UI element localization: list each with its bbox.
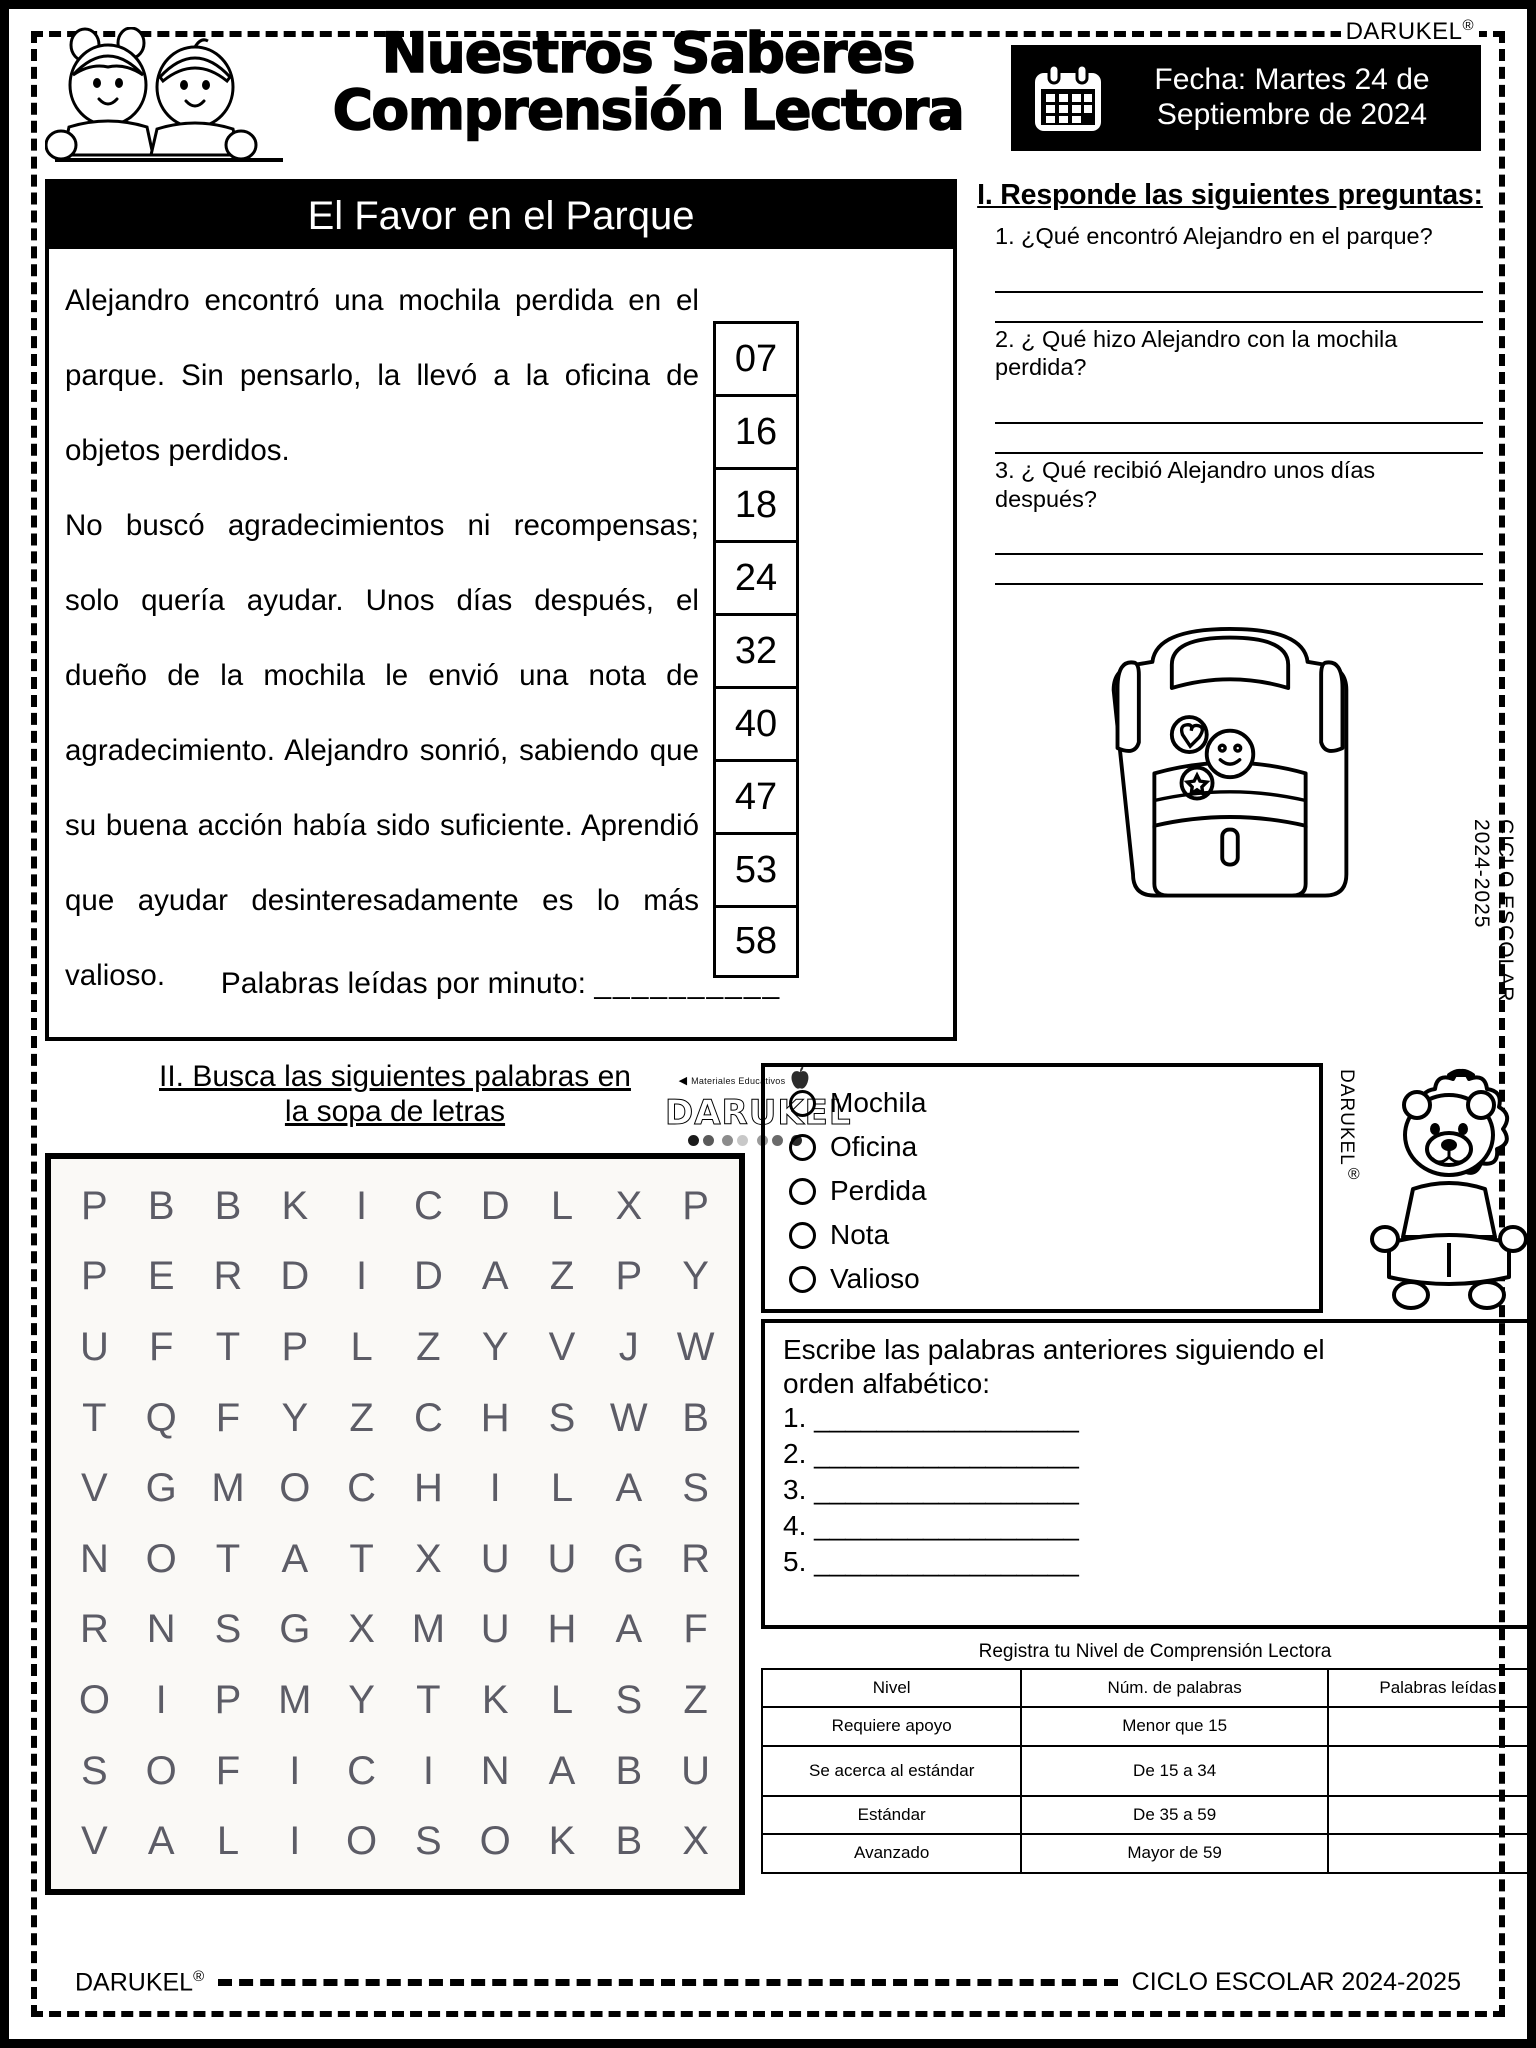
grid-letter[interactable]: H — [480, 1395, 510, 1440]
table-row — [762, 1707, 1536, 1745]
word-count-cell: 32 — [713, 613, 799, 686]
story-title: El Favor en el Parque — [49, 183, 953, 249]
grid-letter[interactable]: Y — [281, 1395, 309, 1440]
table-header-cell: Palabras leídas — [1328, 1669, 1536, 1707]
questions-panel — [969, 179, 1491, 1041]
table-header-row — [762, 1669, 1536, 1707]
word-label: Oficina — [830, 1131, 918, 1162]
grid-letter[interactable]: R — [213, 1254, 243, 1299]
grid-letter[interactable]: D — [480, 1183, 510, 1228]
grid-letter[interactable]: L — [550, 1677, 574, 1722]
page-header — [45, 17, 1491, 175]
level-range-cell: De 35 a 59 — [1021, 1796, 1328, 1834]
word-count-cell: 24 — [713, 540, 799, 613]
page-title — [293, 21, 1003, 142]
level-name-cell: Estándar — [762, 1796, 1021, 1834]
level-input-cell[interactable] — [1328, 1796, 1536, 1834]
reading-panel — [45, 179, 957, 1041]
grid-letter[interactable]: S — [682, 1466, 709, 1511]
grid-letter[interactable]: R — [79, 1607, 109, 1652]
grid-letter[interactable]: U — [547, 1536, 577, 1581]
word-label: Valioso — [830, 1263, 920, 1294]
question-text: 3. ¿ Qué recibió Alejandro unos días después? — [995, 456, 1376, 512]
grid-letter[interactable]: K — [281, 1183, 309, 1228]
radio-icon[interactable] — [789, 1178, 816, 1205]
grid-letter[interactable]: A — [548, 1748, 576, 1793]
grid-letter[interactable]: W — [676, 1324, 715, 1369]
grid-letter[interactable]: G — [279, 1607, 311, 1652]
grid-letter[interactable]: S — [415, 1819, 442, 1864]
grid-letter[interactable]: S — [214, 1607, 242, 1652]
answer-line[interactable] — [995, 394, 1483, 424]
grid-letter[interactable]: L — [550, 1466, 574, 1511]
grid-letter[interactable]: Z — [549, 1254, 575, 1299]
grid-letter[interactable]: T — [416, 1677, 441, 1722]
radio-icon[interactable] — [789, 1134, 816, 1161]
grid-letter[interactable]: Q — [145, 1395, 177, 1440]
grid-letter[interactable]: S — [615, 1677, 643, 1722]
grid-letter[interactable]: K — [548, 1819, 576, 1864]
grid-letter[interactable]: N — [480, 1748, 510, 1793]
grid-letter[interactable]: F — [148, 1324, 174, 1369]
alphabetical-order-panel — [761, 1319, 1536, 1629]
words-per-minute-line — [49, 967, 953, 1001]
grid-letter[interactable]: O — [78, 1677, 110, 1722]
question-item — [995, 325, 1483, 454]
wpm-input-blank[interactable]: __________ — [594, 967, 782, 1000]
grid-letter[interactable]: K — [481, 1677, 509, 1722]
grid-letter[interactable]: S — [548, 1395, 576, 1440]
calendar-icon — [1029, 59, 1107, 137]
grid-letter[interactable]: U — [480, 1607, 510, 1652]
grid-letter[interactable]: L — [350, 1324, 373, 1369]
radio-icon[interactable] — [789, 1090, 816, 1117]
comprehension-level-panel — [761, 1635, 1536, 1917]
question-item — [995, 222, 1483, 323]
title-line-2: Comprensión Lectora — [332, 77, 964, 142]
grid-letter[interactable]: U — [79, 1324, 109, 1369]
alphabetical-answer-line[interactable]: 2. _________________ — [783, 1438, 1079, 1470]
grid-letter[interactable]: T — [82, 1395, 107, 1440]
word-label: Nota — [830, 1219, 890, 1250]
grid-letter[interactable]: F — [215, 1395, 241, 1440]
wordsearch-heading — [45, 1057, 745, 1130]
grid-letter[interactable]: P — [81, 1183, 108, 1228]
grid-letter[interactable]: Z — [416, 1324, 441, 1369]
level-input-cell[interactable] — [1328, 1746, 1536, 1796]
alphabetical-answer-line[interactable]: 5. _________________ — [783, 1545, 1079, 1577]
grid-letter[interactable]: M — [278, 1677, 312, 1722]
answer-line[interactable] — [995, 525, 1483, 555]
word-count-cell: 47 — [713, 759, 799, 832]
word-label: Mochila — [830, 1087, 927, 1118]
grid-letter[interactable]: V — [548, 1324, 576, 1369]
kids-illustration — [45, 27, 290, 167]
grid-letter[interactable]: X — [348, 1607, 375, 1652]
question-item — [995, 456, 1483, 585]
grid-letter[interactable]: C — [413, 1183, 443, 1228]
logo-arrow-icon: ◀ — [678, 1075, 688, 1087]
grid-letter[interactable]: C — [347, 1466, 377, 1511]
backpack-illustration — [969, 593, 1491, 918]
story-text — [49, 263, 699, 1013]
grid-letter[interactable]: O — [145, 1748, 177, 1793]
table-row — [762, 1746, 1536, 1796]
table-header-cell: Núm. de palabras — [1021, 1669, 1328, 1707]
grid-letter[interactable]: V — [81, 1819, 108, 1864]
story-paragraph-2: No buscó agradecimientos ni recompensas; solo quería ayudar. Unos días después, el dueño de la mochila le envió una nota de agradecimiento. Alejandro sonrió, sabiendo que su buena acción había sido suficiente. Aprendió que ayudar desinteresadamente es lo más valioso. — [65, 509, 699, 992]
wordsearch-heading-line-1: II. Busca las siguientes palabras en — [159, 1060, 631, 1093]
grid-letter[interactable]: F — [683, 1607, 708, 1652]
grid-letter[interactable]: T — [349, 1536, 374, 1581]
grid-letter[interactable]: D — [280, 1254, 310, 1299]
grid-letter[interactable]: Y — [348, 1677, 375, 1722]
grid-letter[interactable]: N — [79, 1536, 109, 1581]
grid-letter[interactable]: G — [145, 1466, 177, 1511]
grid-letter[interactable]: B — [682, 1395, 709, 1440]
wordsearch-word-list — [761, 1063, 1323, 1313]
grid-letter[interactable]: U — [681, 1748, 711, 1793]
grid-letter[interactable]: X — [615, 1183, 643, 1228]
side-school-year: CICLO ESCOLAR 2024-2025 — [1470, 819, 1517, 1003]
grid-letter[interactable]: Z — [683, 1677, 708, 1722]
date-box — [1011, 45, 1481, 151]
title-line-1: Nuestros Saberes — [381, 21, 915, 85]
word-list-item[interactable] — [789, 1169, 1319, 1213]
grid-letter[interactable]: P — [281, 1324, 309, 1369]
grid-letter[interactable]: T — [215, 1536, 241, 1581]
grid-letter[interactable]: B — [615, 1819, 643, 1864]
word-count-cell: 53 — [713, 832, 799, 905]
grid-letter[interactable]: A — [281, 1536, 309, 1581]
footer-brand: DARUKEL® — [75, 1967, 205, 1996]
grid-letter[interactable]: U — [480, 1536, 510, 1581]
grid-letter[interactable]: T — [215, 1324, 241, 1369]
answer-line[interactable] — [995, 555, 1483, 585]
brand-vertical: DARUKEL® — [1336, 1069, 1363, 1184]
grid-letter[interactable]: O — [145, 1536, 177, 1581]
word-list-item[interactable] — [789, 1257, 1319, 1301]
answer-line[interactable] — [995, 293, 1483, 323]
date-line-1: Fecha: Martes 24 de — [1154, 63, 1430, 97]
alphabetical-answer-line[interactable]: 3. _________________ — [783, 1473, 1079, 1505]
grid-letter[interactable]: X — [415, 1536, 442, 1581]
level-range-cell: Menor que 15 — [1021, 1707, 1328, 1745]
grid-letter[interactable]: Y — [682, 1254, 709, 1299]
level-input-cell[interactable] — [1328, 1834, 1536, 1872]
grid-letter[interactable]: P — [682, 1183, 709, 1228]
wpm-label: Palabras leídas por minuto: — [220, 967, 586, 1000]
date-text — [1121, 63, 1463, 133]
lion-illustration — [1333, 1063, 1536, 1313]
grid-letter[interactable]: A — [615, 1466, 643, 1511]
grid-letter[interactable]: C — [347, 1748, 377, 1793]
grid-letter[interactable]: F — [215, 1748, 241, 1793]
grid-letter[interactable]: H — [413, 1466, 443, 1511]
grid-letter[interactable]: Y — [481, 1324, 509, 1369]
grid-letter[interactable]: S — [81, 1748, 108, 1793]
word-list-item[interactable] — [789, 1081, 1319, 1125]
level-input-cell[interactable] — [1328, 1707, 1536, 1745]
grid-letter[interactable]: I — [155, 1677, 167, 1722]
grid-letter[interactable]: A — [615, 1607, 643, 1652]
word-count-cell: 40 — [713, 686, 799, 759]
questions-heading: I. Responde las siguientes preguntas: — [977, 179, 1483, 211]
grid-letter[interactable]: I — [356, 1254, 368, 1299]
radio-icon[interactable] — [789, 1266, 816, 1293]
page-footer — [75, 1968, 1461, 1997]
level-name-cell: Se acerca al estándar — [762, 1746, 1021, 1796]
level-name-cell: Avanzado — [762, 1834, 1021, 1872]
wordsearch-heading-line-2: la sopa de letras — [284, 1095, 506, 1129]
alphabetical-answer-line[interactable]: 4. _________________ — [783, 1509, 1079, 1541]
footer-school-year: CICLO ESCOLAR 2024-2025 — [1131, 1967, 1461, 1996]
grid-letter[interactable]: E — [147, 1254, 175, 1299]
word-count-cell: 18 — [713, 467, 799, 540]
grid-letter[interactable]: M — [411, 1607, 446, 1652]
grid-letter[interactable]: H — [547, 1607, 577, 1652]
grid-letter[interactable]: L — [216, 1819, 240, 1864]
answer-line[interactable] — [995, 424, 1483, 454]
grid-letter[interactable]: Z — [349, 1395, 374, 1440]
level-range-cell: De 15 a 34 — [1021, 1746, 1328, 1796]
level-range-cell: Mayor de 59 — [1021, 1834, 1328, 1872]
grid-letter[interactable]: W — [609, 1395, 648, 1440]
alphabetical-title-line-1: Escribe las palabras anteriores siguiendo el — [783, 1334, 1325, 1365]
grid-letter[interactable]: O — [346, 1819, 378, 1864]
grid-letter[interactable]: P — [214, 1677, 242, 1722]
wordsearch-grid[interactable] — [45, 1153, 745, 1895]
logo-wordmark: DARUKEL — [665, 1093, 852, 1133]
level-table — [761, 1668, 1536, 1874]
grid-letter[interactable]: N — [146, 1607, 176, 1652]
grid-letter[interactable]: I — [422, 1748, 434, 1793]
grid-letter[interactable]: J — [618, 1324, 639, 1369]
grid-letter[interactable]: I — [356, 1183, 368, 1228]
grid-letter[interactable]: O — [279, 1466, 311, 1511]
grid-letter[interactable]: D — [413, 1254, 443, 1299]
story-paragraph-1: Alejandro encontró una mochila perdida en el parque. Sin pensarlo, la llevó a la oficina de objetos perdidos. — [65, 284, 699, 467]
grid-letter[interactable]: A — [481, 1254, 509, 1299]
grid-letter[interactable]: B — [214, 1183, 242, 1228]
word-count-column — [713, 321, 799, 978]
alphabetical-title-line-2: orden alfabético: — [783, 1367, 991, 1399]
word-count-cell: 07 — [713, 321, 799, 394]
footer-divider — [218, 1979, 1118, 1986]
grid-letter[interactable]: I — [489, 1466, 501, 1511]
grid-letter[interactable]: I — [289, 1819, 301, 1864]
level-name-cell: Requiere apoyo — [762, 1707, 1021, 1745]
table-row — [762, 1834, 1536, 1872]
grid-letter[interactable]: B — [615, 1748, 643, 1793]
grid-letter[interactable]: V — [81, 1466, 108, 1511]
date-line-2: Septiembre de 2024 — [1156, 98, 1428, 131]
grid-letter[interactable]: R — [681, 1536, 711, 1581]
grid-letter[interactable]: X — [682, 1819, 709, 1864]
question-text: 1. ¿Qué encontró Alejandro en el parque? — [995, 223, 1433, 249]
logo-tagline: Materiales Educativos — [691, 1075, 786, 1086]
grid-letter[interactable]: L — [550, 1183, 574, 1228]
question-text: 2. ¿ Qué hizo Alejandro con la mochila perdida? — [995, 325, 1398, 381]
grid-letter[interactable]: A — [147, 1819, 175, 1864]
word-list-item[interactable] — [789, 1125, 1319, 1169]
grid-letter[interactable]: I — [289, 1748, 301, 1793]
word-count-cell: 16 — [713, 394, 799, 467]
word-list-item[interactable] — [789, 1213, 1319, 1257]
table-row — [762, 1796, 1536, 1834]
table-header-cell: Nivel — [762, 1669, 1021, 1707]
grid-letter[interactable]: O — [479, 1819, 511, 1864]
radio-icon[interactable] — [789, 1222, 816, 1249]
grid-letter[interactable]: G — [613, 1536, 645, 1581]
grid-letter[interactable]: P — [81, 1254, 108, 1299]
grid-letter[interactable]: M — [211, 1466, 245, 1511]
alphabetical-answer-line[interactable]: 1. _________________ — [783, 1402, 1079, 1434]
level-table-caption: Registra tu Nivel de Comprensión Lectora — [978, 1641, 1332, 1662]
answer-line[interactable] — [995, 263, 1483, 293]
grid-letter[interactable]: B — [147, 1183, 175, 1228]
word-count-cell: 58 — [713, 905, 799, 978]
grid-letter[interactable]: P — [615, 1254, 643, 1299]
word-label: Perdida — [830, 1175, 927, 1206]
grid-letter[interactable]: C — [413, 1395, 443, 1440]
brand-top-right: DARUKEL® — [1341, 17, 1479, 46]
